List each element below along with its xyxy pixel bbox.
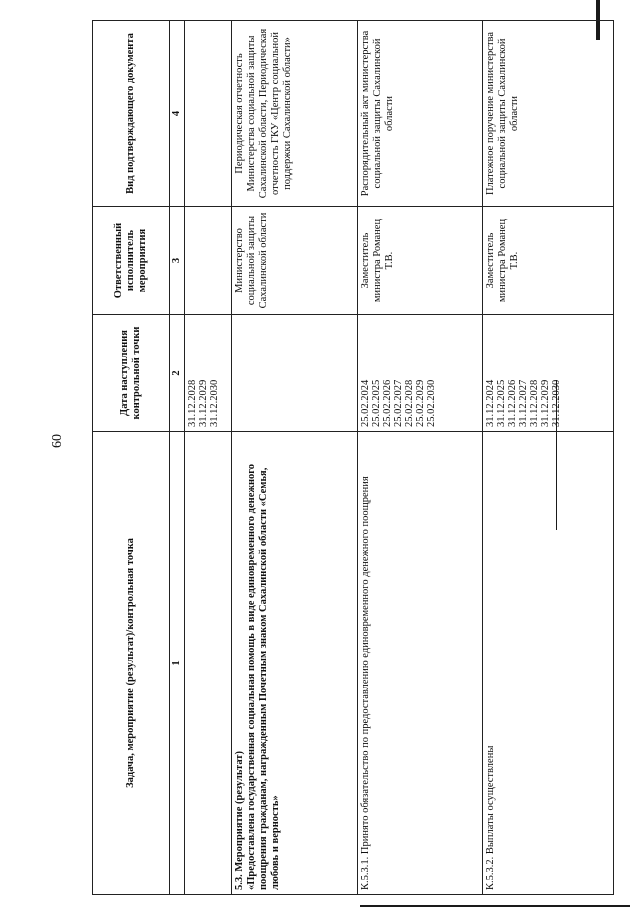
date-value: 31.12.2030	[209, 379, 221, 427]
page-number: 60	[50, 434, 65, 448]
date-value: 31.12.2029	[198, 379, 210, 427]
events-table	[92, 20, 614, 895]
executor-cell: Заместитель министра Романец Т.В.	[357, 207, 483, 315]
executor-cell: Заместитель министра Романец Т.В.	[483, 207, 614, 315]
document-cell: Периодическая отчетность Министерства социальной защиты Сахалинской области, Периодическая отчетность ГКУ «Центр социальной поддержки Сахалинской области»	[231, 21, 357, 207]
col-number: 2	[169, 315, 184, 432]
event-title-cell	[231, 432, 357, 895]
date-cell	[483, 315, 614, 432]
executor-cell: Министерство социальной защиты Сахалинской области	[231, 207, 357, 315]
date-value: 31.12.2025	[496, 379, 508, 427]
header-date: Дата наступления контрольной точки	[93, 315, 170, 432]
date-value: 25.02.2024	[359, 379, 371, 427]
event-title-text: «Предоставлена государственная социальная помощь в виде единовременного денежного поощрения гражданам, награжденным Почетным знаком Сахалинской области «Семья, любовь и верность»	[245, 463, 281, 890]
event-title-line: 5.3. Мероприятие (результат)	[233, 751, 245, 890]
table-row	[483, 21, 614, 895]
date-cell	[231, 315, 357, 432]
document-cell: Распорядительный акт министерства социальной защиты Сахалинской области	[357, 21, 483, 207]
task-cell: К.5.3.1. Принято обязательство по предоставлению единовременного денежного поощрения	[357, 432, 483, 895]
header-executor: Ответственный исполнитель мероприятия	[93, 207, 170, 315]
date-value: 31.12.2024	[485, 379, 497, 427]
rotated-table-wrapper	[92, 21, 614, 895]
date-cell	[357, 315, 483, 432]
table-row	[357, 21, 483, 895]
date-value: 31.12.2030	[551, 379, 563, 427]
document-cell	[185, 21, 232, 207]
col-number: 1	[169, 432, 184, 895]
col-number: 3	[169, 207, 184, 315]
task-cell: К.5.3.2. Выплаты осуществлены	[483, 432, 614, 895]
date-value: 25.02.2027	[392, 379, 404, 427]
table-row	[185, 21, 232, 895]
date-cell	[185, 315, 232, 432]
date-value: 31.12.2029	[540, 379, 552, 427]
column-number-row	[169, 21, 184, 895]
date-value: 25.02.2030	[425, 379, 437, 427]
header-task: Задача, мероприятие (результат)/контрольная точка	[93, 432, 170, 895]
executor-cell	[185, 207, 232, 315]
date-value: 31.12.2026	[507, 379, 519, 427]
date-value: 25.02.2025	[370, 379, 382, 427]
date-value: 31.12.2028	[529, 379, 541, 427]
date-value: 25.02.2026	[381, 379, 393, 427]
header-row	[93, 21, 170, 895]
document-cell: Платежное поручение министерства социальной защиты Сахалинской области	[483, 21, 614, 207]
table-row	[231, 21, 357, 895]
task-cell	[185, 432, 232, 895]
header-document: Вид подтверждающего документа	[93, 21, 170, 207]
date-value: 25.02.2028	[403, 379, 415, 427]
date-value: 31.12.2027	[518, 379, 530, 427]
date-value: 31.12.2028	[187, 379, 199, 427]
date-value: 25.02.2029	[414, 379, 426, 427]
scan-edge-bottom	[360, 905, 630, 907]
col-number: 4	[169, 21, 184, 207]
